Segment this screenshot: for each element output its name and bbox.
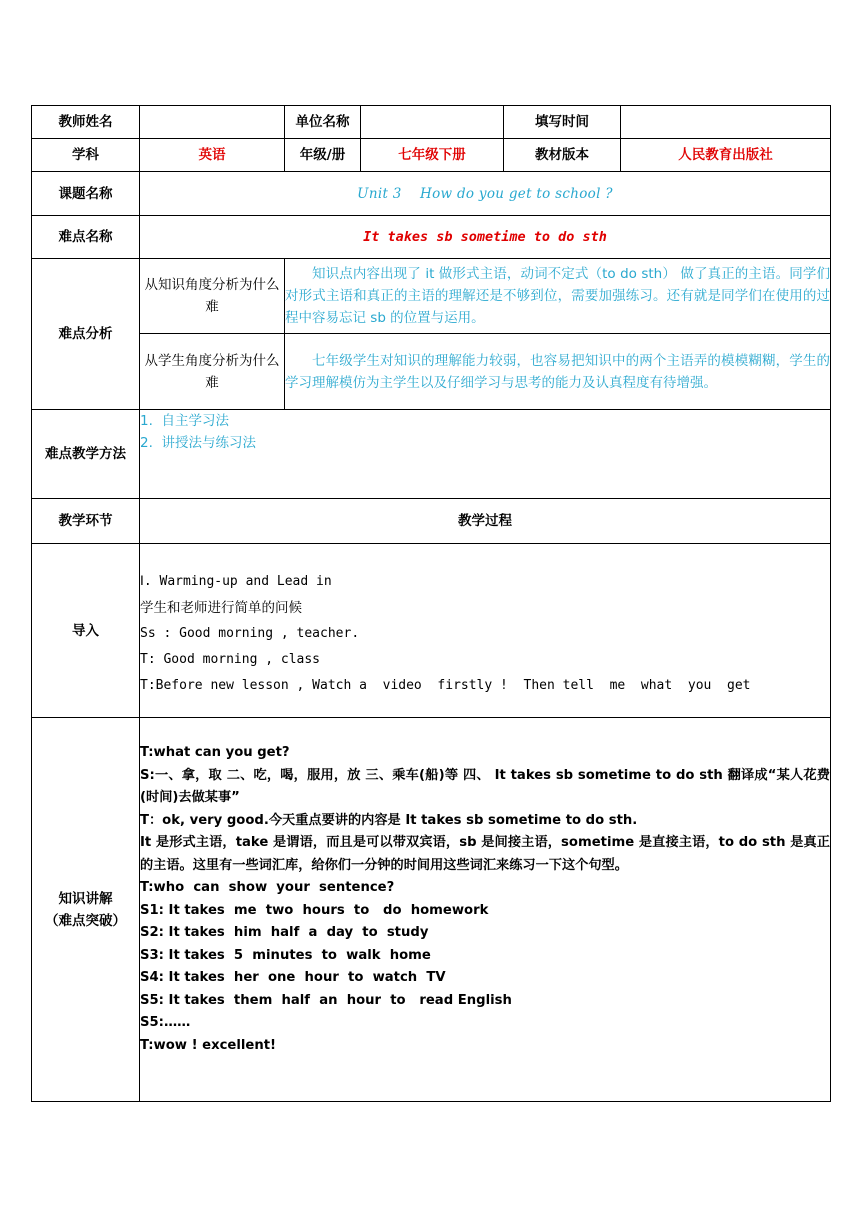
knowledge-line: It 是形式主语，take 是谓语，而且是可以带双宾语，sb 是间接主语，sometime 是直接主语，to do sth 是真正的主语。这里有一些词汇库，给你们一分钟的时间用这些词汇来练习一下这个句型。 — [140, 835, 830, 873]
intro-line: T: Good morning , class — [140, 652, 321, 667]
edition-label: 教材版本 — [504, 139, 621, 172]
difficulty-label: 难点名称 — [32, 216, 140, 259]
knowledge-content — [140, 718, 831, 1102]
intro-content — [140, 544, 831, 718]
knowledge-line: S2: It takes him half a day to study — [140, 925, 429, 940]
topic-row — [32, 172, 831, 216]
student-angle-text: 七年级学生对知识的理解能力较弱，也容易把知识中的两个主语弄的模模糊糊，学生的学习理解模仿为主学生以及仔细学习与思考的能力及认真程度有待增强。 — [285, 334, 831, 410]
knowledge-line: T:what can you get? — [140, 745, 290, 760]
edition-value: 人民教育出版社 — [621, 139, 831, 172]
process-header-row — [32, 499, 831, 544]
knowledge-line: S5:…… — [140, 1015, 191, 1030]
grade-value: 七年级下册 — [361, 139, 504, 172]
knowledge-angle-label: 从知识角度分析为什么难 — [140, 259, 285, 334]
difficulty-value: It takes sb sometime to do sth — [140, 216, 831, 259]
methods-label: 难点教学方法 — [32, 410, 140, 499]
topic-value: Unit 3 How do you get to school ? — [140, 172, 831, 216]
intro-line: T:Before new lesson , Watch a video firstly ! Then tell me what you get — [140, 678, 751, 693]
topic-label: 课题名称 — [32, 172, 140, 216]
fill-date-value — [621, 106, 831, 139]
analysis-label: 难点分析 — [32, 259, 140, 410]
unit-name-label: 单位名称 — [285, 106, 361, 139]
intro-label: 导入 — [32, 544, 140, 718]
header-row-1 — [32, 106, 831, 139]
stage-label: 教学环节 — [32, 499, 140, 544]
knowledge-line: S:一、拿，取 二、吃，喝，服用，放 三、乘车(船)等 四、 It takes sb sometime to do sth 翻译成“某人花费(时间)去做某事” — [140, 767, 830, 805]
analysis-row-knowledge — [32, 259, 831, 334]
student-angle-label: 从学生角度分析为什么难 — [140, 334, 285, 410]
method-item: 1. 自主学习法 — [140, 413, 229, 429]
grade-label: 年级/册 — [285, 139, 361, 172]
knowledge-label — [32, 718, 140, 1102]
knowledge-angle-text: 知识点内容出现了 it 做形式主语，动词不定式（to do sth） 做了真正的主语。同学们对形式主语和真正的主语的理解还是不够到位，需要加强练习。还有就是同学们在使用的过程中容易忘记 sb 的位置与运用。 — [285, 259, 831, 334]
header-row-2 — [32, 139, 831, 172]
knowledge-label-line1: 知识讲解 — [58, 890, 113, 907]
knowledge-line: S3: It takes 5 minutes to walk home — [140, 947, 431, 963]
lesson-plan-table — [31, 105, 831, 1102]
methods-row — [32, 410, 831, 499]
intro-line: Ss : Good morning , teacher. — [140, 626, 360, 641]
knowledge-row — [32, 718, 831, 1102]
subject-label: 学科 — [32, 139, 140, 172]
intro-line: Ⅰ. Warming-up and Lead in — [140, 574, 332, 589]
fill-date-label: 填写时间 — [504, 106, 621, 139]
intro-row — [32, 544, 831, 718]
knowledge-line: S5: It takes them half an hour to read English — [140, 992, 512, 1008]
teacher-name-value — [140, 106, 285, 139]
subject-value: 英语 — [140, 139, 285, 172]
knowledge-line: T：ok, very good.今天重点要讲的内容是 It takes sb sometime to do sth. — [140, 812, 638, 828]
difficulty-row — [32, 216, 831, 259]
knowledge-line: S4: It takes her one hour to watch TV — [140, 970, 446, 985]
analysis-row-student — [32, 334, 831, 410]
teacher-name-label: 教师姓名 — [32, 106, 140, 139]
method-item: 2. 讲授法与练习法 — [140, 435, 256, 451]
process-label: 教学过程 — [140, 499, 831, 544]
knowledge-line: T:who can show your sentence? — [140, 880, 395, 895]
knowledge-label-line2: （难点突破） — [45, 912, 126, 929]
intro-line: 学生和老师进行简单的问候 — [140, 600, 302, 616]
methods-list — [140, 410, 831, 499]
knowledge-line: S1: It takes me two hours to do homework — [140, 902, 489, 918]
knowledge-line: T:wow ! excellent! — [140, 1037, 277, 1053]
unit-name-value — [361, 106, 504, 139]
